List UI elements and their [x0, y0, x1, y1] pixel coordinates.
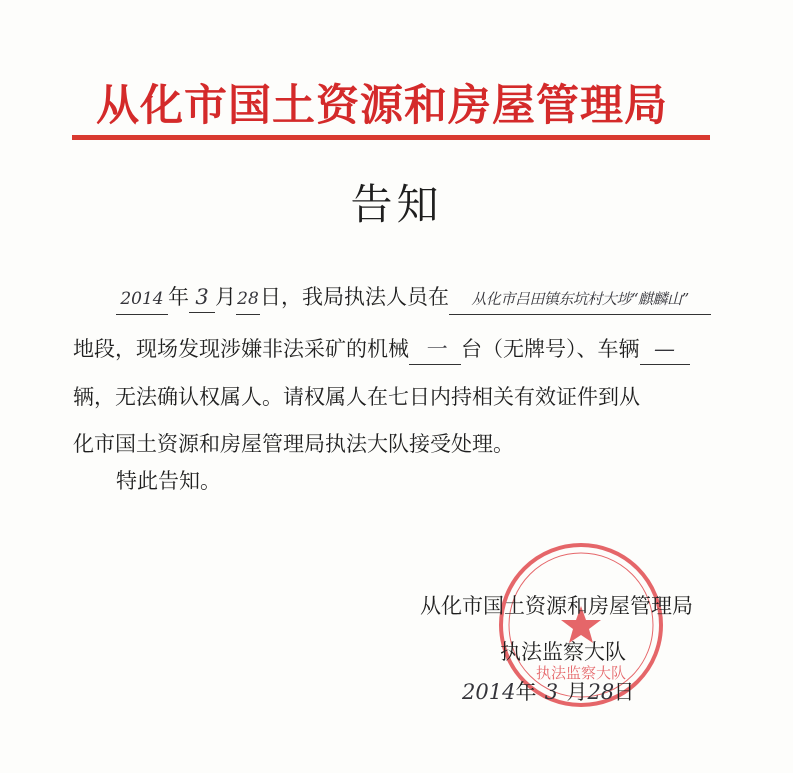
- signature-dept: 执法监察大队: [500, 640, 626, 664]
- handwritten-vehicle-count: —: [640, 334, 690, 365]
- year-unit: 年: [168, 285, 189, 309]
- notice-closing: 特此告知。: [116, 469, 221, 493]
- signature-date-month-unit: 月: [566, 680, 588, 704]
- notice-title: 告知: [350, 180, 443, 229]
- notice-line-3: 辆，无法确认权属人。请权属人在七日内持相关有效证件到从: [73, 385, 640, 409]
- signature-date-day-unit: 日: [613, 680, 635, 704]
- signature-date-day: 28: [587, 680, 615, 704]
- signature-date-year-unit: 年: [515, 680, 537, 704]
- handwritten-machine-count: 一: [409, 334, 461, 365]
- handwritten-year: 2014: [116, 284, 168, 315]
- month-unit: 月: [215, 285, 236, 309]
- signature-date-month: 3: [544, 680, 559, 704]
- handwritten-location: 从化市吕田镇东坑村大埗“麒麟山”: [449, 284, 711, 315]
- notice-line-1: [116, 282, 711, 315]
- signature-date: [462, 676, 634, 706]
- notice-line-2: [73, 334, 690, 365]
- handwritten-day: 28: [236, 284, 260, 315]
- text-after-date: 日，我局执法人员在: [260, 285, 449, 309]
- letterhead-org-name: 从化市国土资源和房屋管理局: [96, 81, 668, 131]
- seal-sub-text: 执法监察大队: [535, 664, 627, 682]
- signature-date-year: 2014: [462, 680, 516, 704]
- line-2-text-a: 地段，现场发现涉嫌非法采矿的机械: [73, 337, 409, 361]
- handwritten-month: 3: [189, 282, 215, 313]
- signature-org: 从化市国土资源和房屋管理局: [420, 594, 693, 618]
- line-2-text-b: 台（无牌号）、车辆: [461, 337, 640, 361]
- letterhead-red-line: [72, 135, 710, 140]
- notice-line-4: 化市国土资源和房屋管理局执法大队接受处理。: [73, 432, 514, 456]
